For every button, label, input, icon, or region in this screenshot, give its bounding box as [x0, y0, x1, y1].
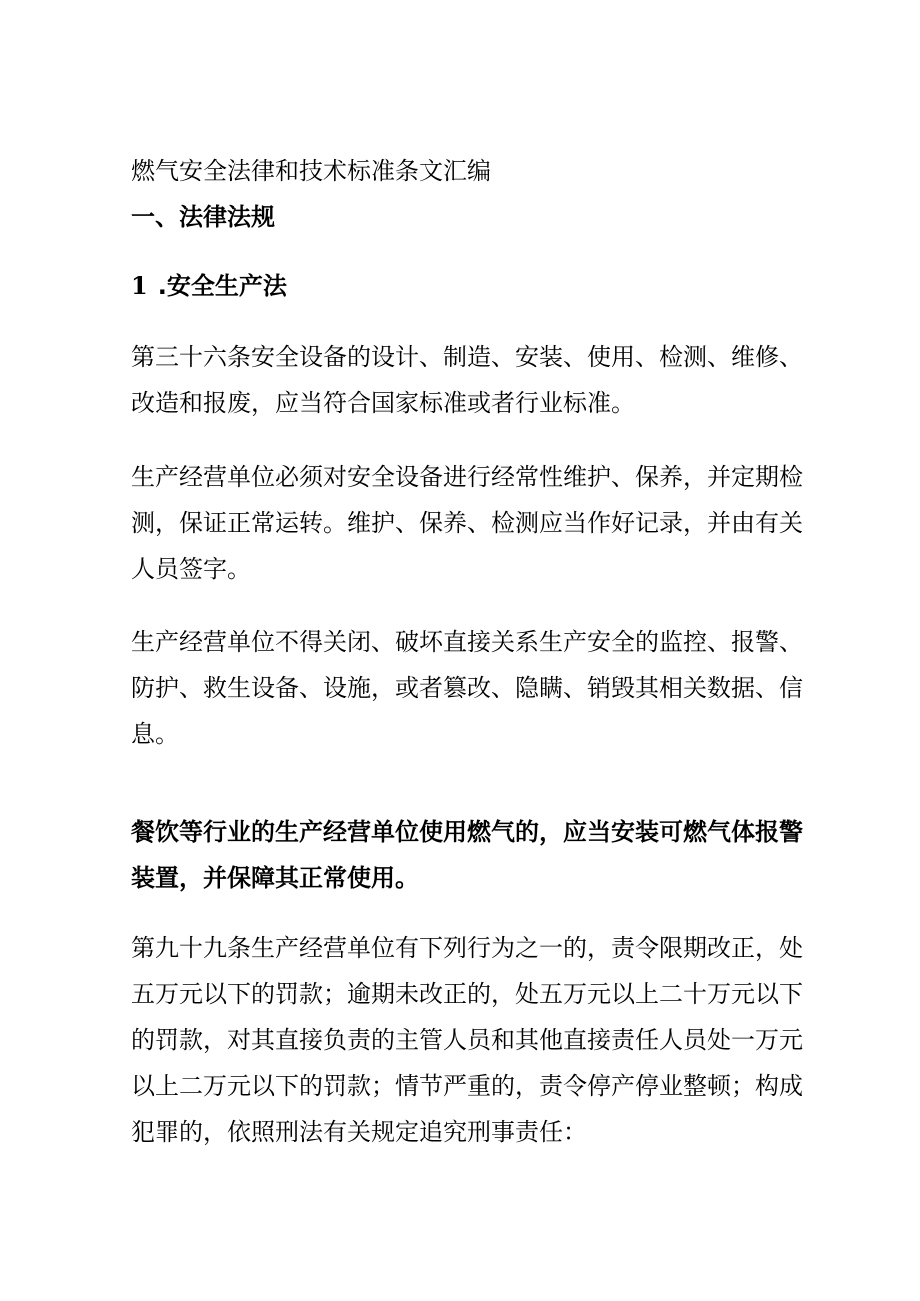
- subsection-title: .安全生产法: [157, 272, 287, 300]
- paragraph-gas-alarm-requirement: 餐饮等行业的生产经营单位使用燃气的，应当安装可燃气体报警装置，并保障其正常使用。: [131, 818, 803, 892]
- paragraph-maintenance: 生产经营单位必须对安全设备进行经常性维护、保养，并定期检测，保证正常运转。维护、保养、检测应当作好记录，并由有关人员签字。: [131, 463, 803, 583]
- paragraph-article-99: 第九十九条生产经营单位有下列行为之一的，责令限期改正，处五万元以下的罚款；逾期未改正的，处五万元以上二十万元以下的罚款，对其直接负责的主管人员和其他直接责任人员处一万元以上二万元以下的罚款；情节严重的，责令停产停业整顿；构成犯罪的，依照刑法有关规定追究刑事责任：: [131, 934, 803, 1146]
- paragraph-article-36: 第三十六条安全设备的设计、制造、安装、使用、检测、维修、改造和报废，应当符合国家标准或者行业标准。: [131, 343, 803, 417]
- document-title: 燃气安全法律和技术标准条文汇编: [131, 157, 491, 185]
- subsection-number: 1: [131, 271, 148, 300]
- paragraph-no-disable-equipment: 生产经营单位不得关闭、破坏直接关系生产安全的监控、报警、防护、救生设备、设施，或者篡改、隐瞒、销毁其相关数据、信息。: [131, 628, 803, 748]
- section-heading-laws: 一、法律法规: [131, 203, 275, 231]
- subsection-heading-safety-production-law: [131, 263, 821, 309]
